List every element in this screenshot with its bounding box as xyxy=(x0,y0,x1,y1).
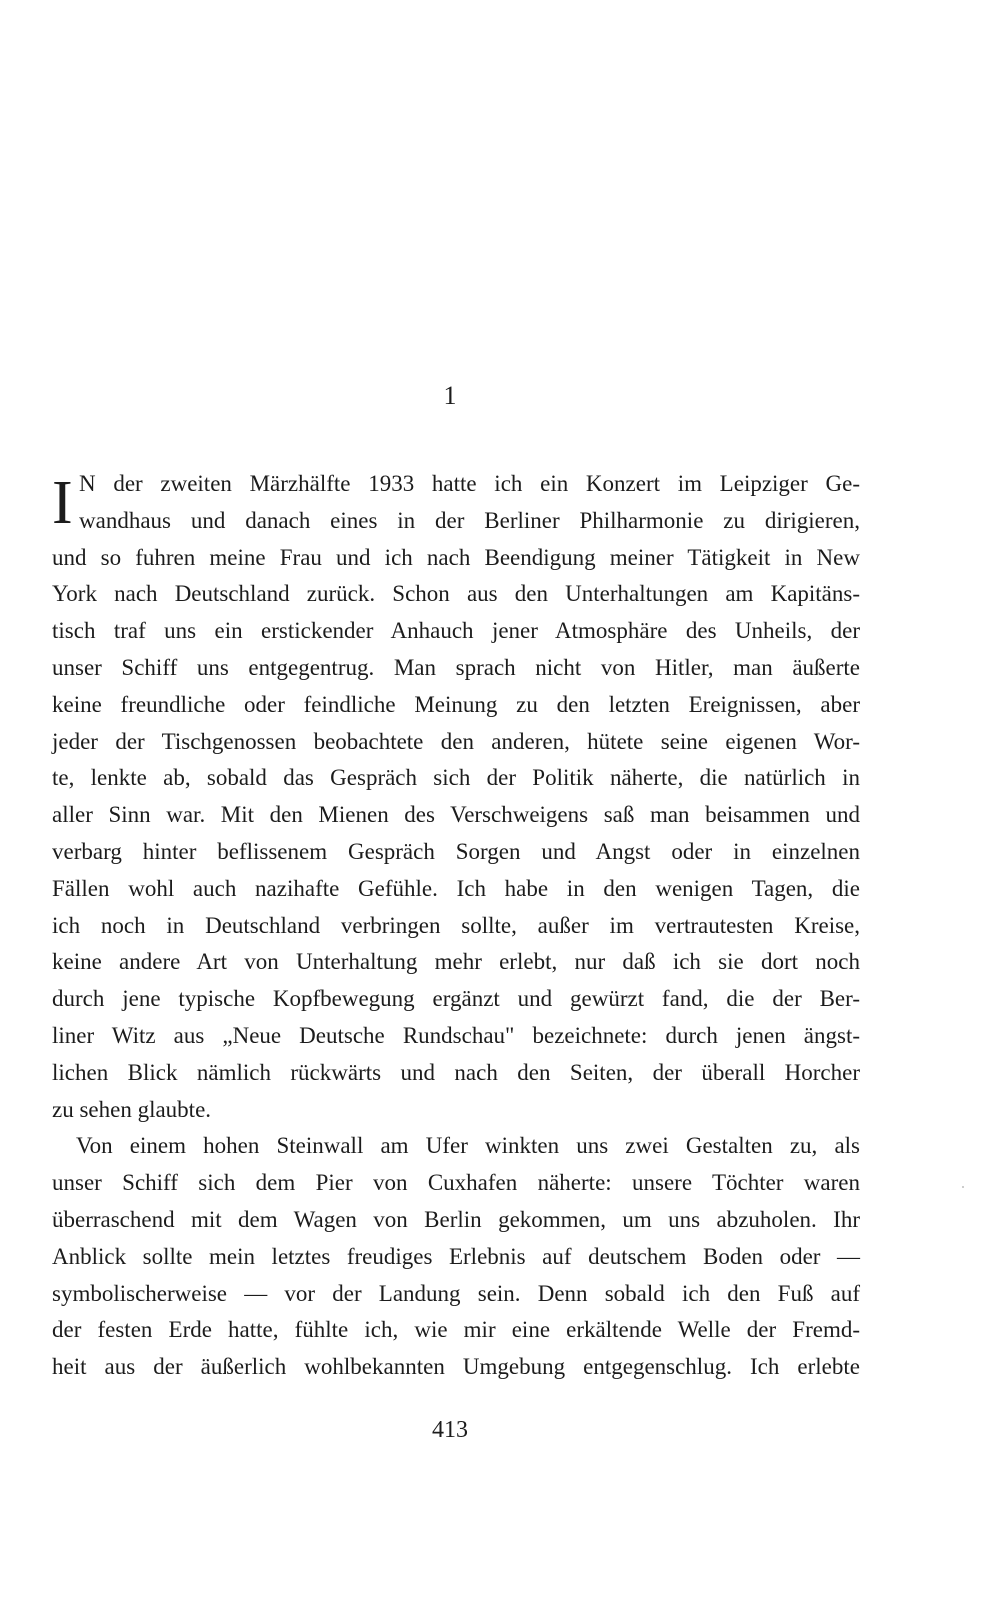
text-line: durch jene typische Kopfbewegung ergänzt und gewürzt fand, die der Ber- xyxy=(52,986,860,1012)
text-line: symbolischerweise — vor der Landung sein. Denn sobald ich den Fuß auf xyxy=(52,1280,860,1306)
text-line: heit aus der äußerlich wohlbekannten Umgebung entgegenschlug. Ich erlebte xyxy=(52,1354,860,1380)
text-line: N der zweiten Märzhälfte 1933 hatte ich ein Konzert im Leipziger Ge- xyxy=(79,471,860,496)
text-line: der festen Erde hatte, fühlte ich, wie mir eine erkältende Welle der Fremd- xyxy=(52,1317,860,1343)
text-line: Anblick sollte mein letztes freudiges Erlebnis auf deutschem Boden oder — xyxy=(52,1243,860,1269)
text-line: liner Witz aus „Neue Deutsche Rundschau" bezeichnete: durch jenen ängst- xyxy=(52,1022,860,1048)
text-line: zu sehen glaubte. xyxy=(52,1096,212,1122)
text-line: Fällen wohl auch nazihafte Gefühle. Ich habe in den wenigen Tagen, die xyxy=(52,875,860,901)
text-line: lichen Blick nämlich rückwärts und nach den Seiten, der überall Horcher xyxy=(52,1059,860,1085)
text-line: keine freundliche oder feindliche Meinung zu den letzten Ereignissen, aber xyxy=(52,691,860,717)
paper-speck xyxy=(962,1186,964,1188)
text-line: verbarg hinter beflissenem Gespräch Sorgen und Angst oder in einzelnen xyxy=(52,838,860,864)
text-line: und so fuhren meine Frau und ich nach Beendigung meiner Tätigkeit in New xyxy=(52,544,860,570)
body-text xyxy=(52,466,860,1386)
text-line: keine andere Art von Unterhaltung mehr erlebt, nur daß ich sie dort noch xyxy=(52,949,860,975)
text-line: wandhaus und danach eines in der Berliner Philharmonie zu dirigieren, xyxy=(79,507,860,533)
first-line-row xyxy=(52,466,860,540)
page-number: 413 xyxy=(432,1417,468,1443)
drop-cap-initial: I xyxy=(52,469,73,537)
text-line: aller Sinn war. Mit den Mienen des Verschweigens saß man beisammen und xyxy=(52,802,860,828)
text-line: tisch traf uns ein erstickender Anhauch jener Atmosphäre des Unheils, der xyxy=(52,618,860,644)
text-line: unser Schiff uns entgegentrug. Man sprach nicht von Hitler, man äußerte xyxy=(52,654,860,680)
chapter-number: 1 xyxy=(443,381,457,410)
text-line: ich noch in Deutschland verbringen sollte, außer im vertrautesten Kreise, xyxy=(52,912,860,938)
paragraph-1 xyxy=(52,466,860,1128)
text-line: unser Schiff sich dem Pier von Cuxhafen näherte: unsere Töchter waren xyxy=(52,1170,860,1196)
text-line: jeder der Tischgenossen beobachtete den anderen, hütete seine eigenen Wor- xyxy=(52,728,860,754)
text-line: Von einem hohen Steinwall am Ufer winkten uns zwei Gestalten zu, als xyxy=(76,1133,860,1159)
text-line: überraschend mit dem Wagen von Berlin gekommen, um uns abzuholen. Ihr xyxy=(52,1206,860,1232)
paragraph-2 xyxy=(52,1128,860,1386)
text-line: te, lenkte ab, sobald das Gespräch sich der Politik näherte, die natürlich in xyxy=(52,765,860,791)
text-line: York nach Deutschland zurück. Schon aus den Unterhaltungen am Kapitäns- xyxy=(52,581,860,607)
